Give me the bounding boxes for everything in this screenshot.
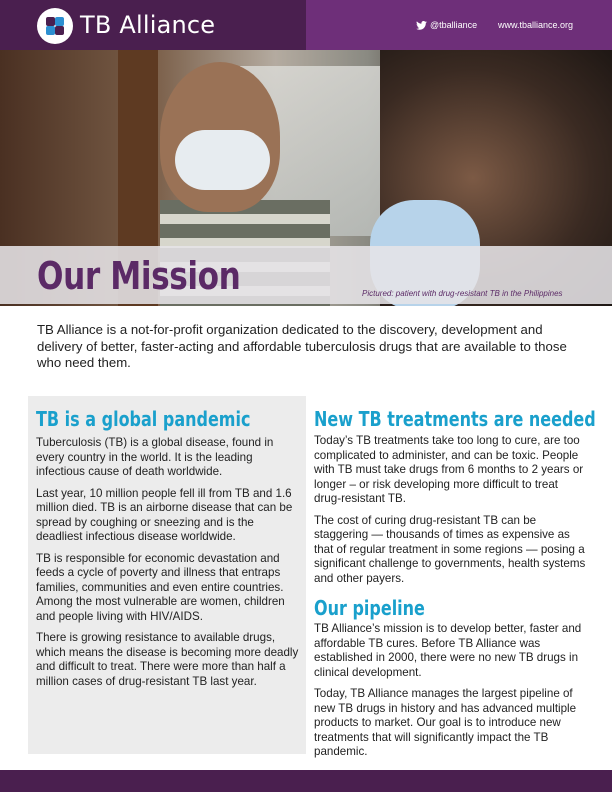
section-body-pipeline [314, 622, 586, 767]
page-title: Our Mission [37, 254, 241, 298]
paragraph: Tuberculosis (TB) is a global disease, found in every country in the world. It is the leading infectious cause of death worldwide. [36, 436, 274, 478]
twitter-handle[interactable]: @tballiance [430, 20, 478, 30]
intro-paragraph: TB Alliance is a not-for-profit organization dedicated to the discovery, development and delivery of better, faster-acting and affordable tuberculosis drugs that are available to those who need them. [37, 322, 567, 370]
paragraph: TB Alliance’s mission is to develop better, faster and affordable TB cures. Before TB Alliance was established in 2000, there were no new TB drugs in clinical development. [314, 622, 582, 679]
paragraph: Last year, 10 million people fell ill from TB and 1.6 million died. TB is an airborne disease that can be spread by coughing or sneezing and is the deadliest infectious disease worldwide. [36, 486, 293, 543]
section-body-new-treatments [314, 434, 586, 593]
tb-alliance-logo-icon [37, 8, 73, 44]
section-body-global-pandemic [36, 436, 302, 696]
paragraph: There is growing resistance to available drugs, which means the disease is becoming more deadly and difficult to treat. There were more than half a million cases of drug-resistant TB last year. [36, 631, 299, 688]
footer-bar [0, 770, 612, 792]
website-link[interactable]: www.tballiance.org [498, 20, 574, 30]
paragraph: The cost of curing drug-resistant TB can be staggering — thousands of times as expensive as that of regular treatment in some regions — posing a significant challenge to governments, health systems and other payers. [314, 513, 586, 585]
section-title-new-treatments: New TB treatments are needed [314, 407, 596, 431]
paragraph: TB is responsible for economic devastation and feeds a cycle of poverty and illness that entraps families, communities and even entire countries. Among the most vulnerable are women, children and people living with HIV/AIDS. [36, 551, 285, 623]
twitter-icon [416, 21, 427, 30]
section-title-pipeline: Our pipeline [314, 596, 425, 620]
section-title-global-pandemic: TB is a global pandemic [36, 407, 251, 431]
paragraph: Today, TB Alliance manages the largest pipeline of new TB drugs in history and has advanced multiple products to market. Our goal is to introduce new treatments that will significantly impact the TB pandemic. [314, 687, 577, 758]
brand-name: TB Alliance [80, 11, 216, 39]
photo-caption: Pictured: patient with drug-resistant TB in the Philippines [362, 289, 563, 298]
paragraph: Today’s TB treatments take too long to cure, are too complicated to administer, and can be toxic. People with TB must take drugs from 6 months to 2 years or longer – or risk developing more difficult to treat drug-resistant TB. [314, 434, 584, 505]
